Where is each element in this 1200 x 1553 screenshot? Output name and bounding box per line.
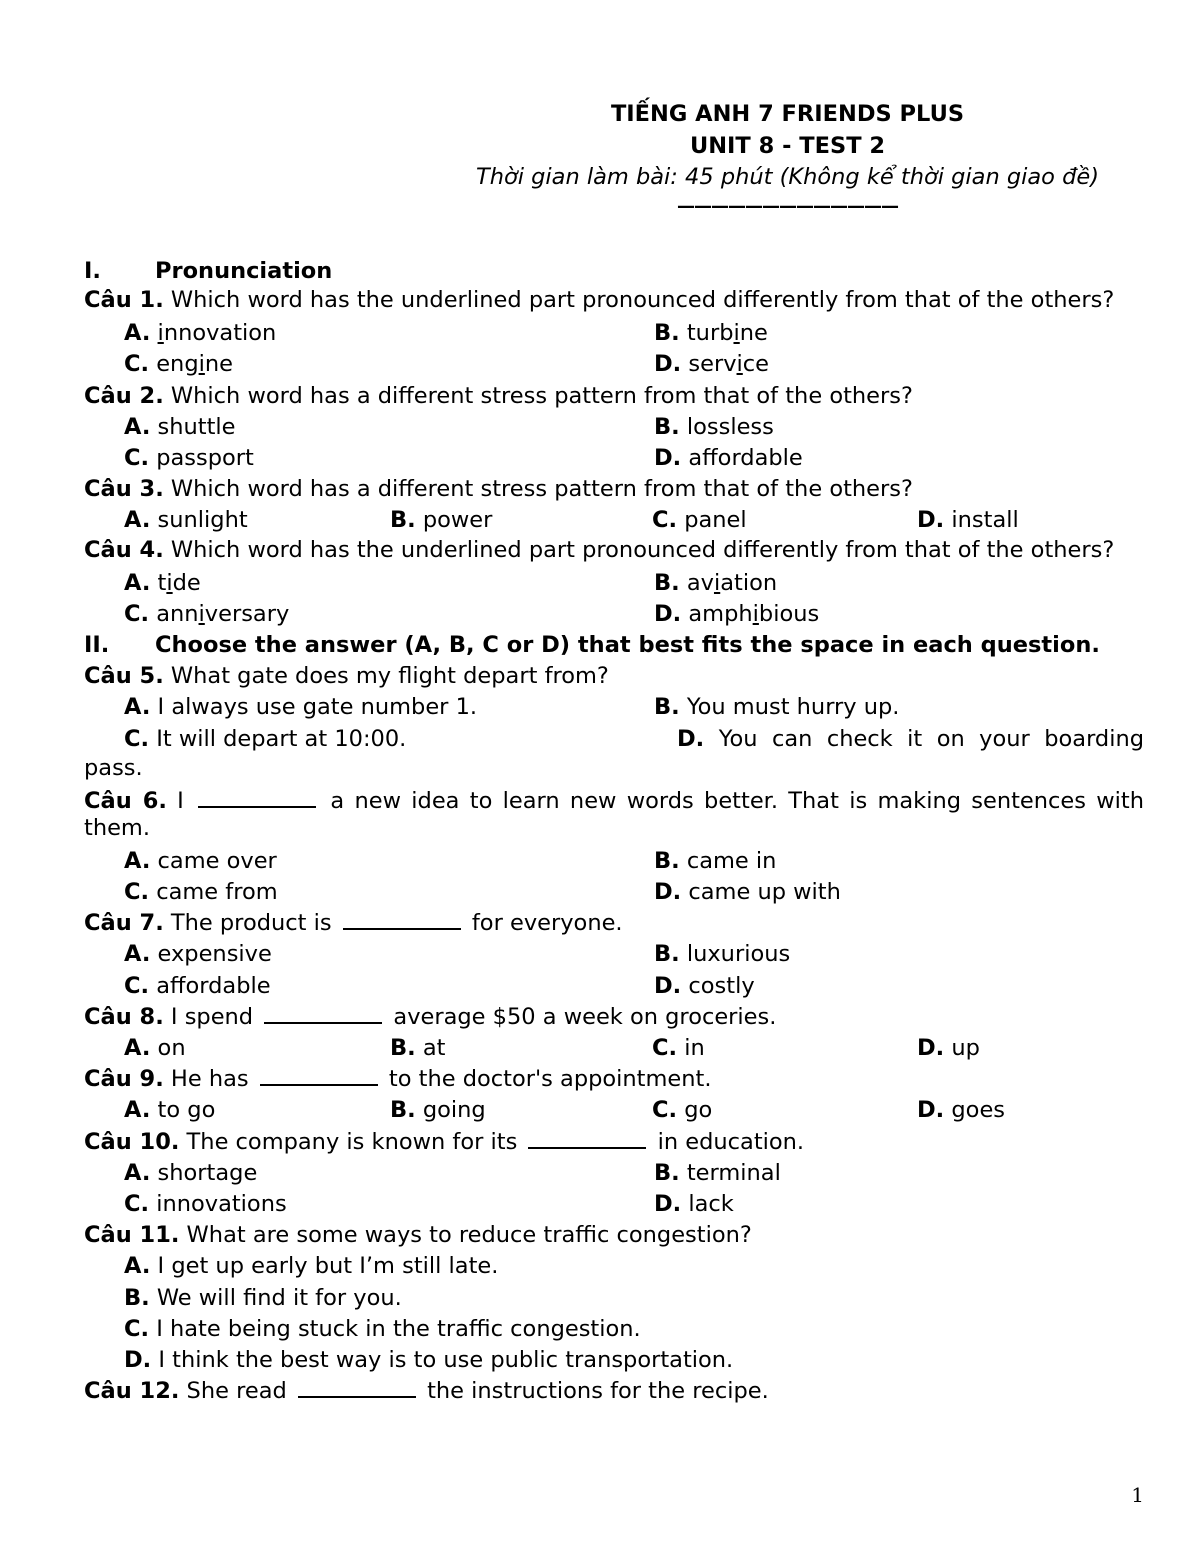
option-text: on	[157, 1035, 186, 1062]
option-letter: D.	[124, 1347, 152, 1374]
section-heading-1	[84, 256, 1144, 287]
underlined-part: i	[198, 600, 205, 627]
option-letter: B.	[390, 507, 416, 534]
option-text: You can check it on your boarding	[718, 725, 1144, 752]
option-text: luxurious	[686, 941, 791, 968]
question-text: Which word has the underlined part pronounced differently from that of the others?	[163, 287, 1115, 314]
option-text: affordable	[156, 972, 271, 999]
question-text-post: to the doctor's appointment.	[388, 1066, 712, 1093]
question-text-pre: The product is	[163, 910, 332, 937]
option-text: go	[684, 1097, 713, 1124]
underlined-part: i	[157, 320, 164, 347]
question-12	[84, 1376, 1144, 1407]
option-b[interactable]	[390, 1095, 652, 1126]
underlined-part: i	[713, 569, 721, 596]
section-number: I.	[84, 258, 101, 284]
option-c[interactable]	[124, 1189, 654, 1220]
option-b[interactable]	[654, 1158, 1144, 1189]
option-letter: D.	[654, 600, 682, 627]
option-text-post: ation	[720, 569, 778, 596]
option-c[interactable]	[124, 971, 654, 1002]
option-b[interactable]	[654, 692, 1144, 723]
option-d[interactable]	[654, 443, 1144, 474]
option-text: costly	[688, 972, 755, 999]
header-divider: —————————————	[677, 196, 898, 217]
option-d[interactable]	[917, 505, 1137, 536]
question-label: Câu 8.	[84, 1003, 164, 1030]
option-text-post: bious	[758, 600, 820, 627]
section-heading-2	[84, 630, 1144, 661]
question-label: Câu 2.	[84, 382, 164, 409]
option-b[interactable]	[654, 846, 1144, 877]
question-5-options-cd	[84, 724, 1144, 755]
question-text: What gate does my flight depart from?	[163, 663, 609, 690]
option-b[interactable]	[654, 412, 1144, 443]
question-1-options	[84, 318, 1144, 380]
answer-blank[interactable]	[260, 1064, 378, 1086]
option-text-pre: ann	[156, 600, 199, 627]
option-text: expensive	[157, 941, 272, 968]
answer-blank[interactable]	[298, 1376, 416, 1398]
option-letter: D.	[917, 507, 945, 534]
option-b[interactable]	[654, 939, 1144, 970]
option-letter: A.	[124, 1035, 151, 1062]
option-text: lossless	[686, 413, 774, 440]
option-a[interactable]	[124, 1033, 390, 1064]
question-6	[84, 786, 1144, 842]
question-label: Câu 6.	[84, 787, 167, 814]
option-letter: C.	[124, 1191, 150, 1218]
question-2	[84, 381, 1144, 412]
option-text: sunlight	[157, 507, 248, 534]
option-letter: D.	[654, 1191, 682, 1218]
option-letter: B.	[124, 1284, 150, 1311]
option-text: I get up early but I’m still late.	[157, 1253, 499, 1280]
section-title: Choose the answer (A, B, C or D) that best fits the space in each question.	[155, 632, 1100, 659]
option-text: affordable	[688, 445, 803, 472]
question-7	[84, 908, 1144, 939]
question-text: What are some ways to reduce traffic congestion?	[179, 1222, 752, 1249]
question-text-post: a new idea to learn new words better. That is making sentences with them.	[84, 787, 1144, 841]
option-text: I hate being stuck in the traffic congestion.	[156, 1315, 641, 1342]
question-10	[84, 1127, 1144, 1158]
option-b[interactable]	[390, 505, 652, 536]
option-letter: C.	[124, 972, 150, 999]
option-letter: A.	[124, 413, 151, 440]
underlined-part: i	[736, 351, 743, 378]
option-letter: C.	[124, 725, 150, 752]
option-text: to go	[157, 1097, 216, 1124]
option-text: It will depart at 10:00.	[156, 725, 407, 752]
question-label: Câu 5.	[84, 663, 164, 690]
test-content	[84, 256, 1144, 1408]
option-d[interactable]	[677, 724, 1144, 755]
option-text-pre: amph	[688, 600, 753, 627]
question-text: Which word has a different stress pattern from that of the others?	[163, 476, 913, 503]
option-letter: A.	[124, 507, 151, 534]
question-5-options-ab	[84, 692, 1144, 723]
answer-blank[interactable]	[528, 1127, 646, 1149]
option-d[interactable]	[917, 1033, 1137, 1064]
question-9	[84, 1064, 1144, 1095]
option-letter: C.	[124, 351, 150, 378]
question-label: Câu 4.	[84, 536, 164, 563]
option-a[interactable]	[124, 692, 654, 723]
option-c[interactable]	[124, 1314, 1144, 1345]
option-d[interactable]	[654, 877, 1144, 908]
option-letter: B.	[654, 694, 680, 721]
option-a[interactable]	[124, 412, 654, 443]
question-10-options	[84, 1158, 1144, 1220]
question-8-options	[84, 1033, 1144, 1064]
question-text-post: for everyone.	[471, 910, 623, 937]
option-letter: C.	[652, 1035, 678, 1062]
option-letter: C.	[124, 600, 150, 627]
option-text: passport	[156, 445, 254, 472]
option-letter: C.	[124, 1315, 150, 1342]
option-text: going	[422, 1097, 486, 1124]
test-title: TIẾNG ANH 7 FRIENDS PLUS	[610, 101, 965, 127]
option-b[interactable]	[654, 318, 1144, 349]
option-letter: B.	[390, 1035, 416, 1062]
option-a[interactable]	[124, 846, 654, 877]
option-letter: A.	[124, 694, 151, 721]
option-letter: B.	[654, 847, 680, 874]
question-text-pre: I spend	[163, 1003, 254, 1030]
underlined-part: i	[198, 351, 205, 378]
option-c[interactable]	[652, 505, 917, 536]
option-text-post: ne	[739, 320, 768, 347]
question-label: Câu 11.	[84, 1222, 180, 1249]
option-d[interactable]	[654, 599, 1144, 630]
option-a[interactable]	[124, 1251, 1144, 1282]
option-text-pre: t	[157, 569, 167, 596]
question-4-options	[84, 568, 1144, 630]
question-6-options	[84, 846, 1144, 908]
option-letter: D.	[654, 879, 682, 906]
option-text: I always use gate number 1.	[157, 694, 478, 721]
option-letter: C.	[124, 445, 150, 472]
option-text: terminal	[686, 1159, 781, 1186]
underlined-part: i	[752, 600, 759, 627]
option-c[interactable]	[652, 1033, 917, 1064]
option-letter: A.	[124, 569, 151, 596]
option-letter: D.	[654, 972, 682, 999]
option-text: You must hurry up.	[686, 694, 900, 721]
question-3-options	[84, 505, 1144, 536]
option-text-pre: serv	[688, 351, 737, 378]
question-text-pre: I	[166, 787, 184, 814]
option-letter: A.	[124, 1097, 151, 1124]
option-c[interactable]	[652, 1095, 917, 1126]
option-text-post: nnovation	[163, 320, 277, 347]
option-d[interactable]	[654, 971, 1144, 1002]
option-letter: D.	[917, 1097, 945, 1124]
option-text-post: de	[172, 569, 201, 596]
option-letter: A.	[124, 1253, 151, 1280]
option-b[interactable]	[654, 568, 1144, 599]
underlined-part: i	[733, 320, 740, 347]
question-text-post: in education.	[657, 1128, 805, 1155]
answer-blank[interactable]	[198, 786, 316, 808]
option-text-post: ce	[742, 351, 770, 378]
option-letter: D.	[677, 725, 705, 752]
option-text: shuttle	[157, 413, 236, 440]
option-letter: B.	[654, 941, 680, 968]
option-text: I think the best way is to use public transportation.	[158, 1347, 734, 1374]
question-5	[84, 661, 1144, 692]
option-text-pre: eng	[156, 351, 199, 378]
answer-blank[interactable]	[264, 1002, 382, 1024]
option-text: came over	[157, 847, 277, 874]
section-number: II.	[84, 632, 110, 659]
question-9-options	[84, 1095, 1144, 1126]
test-time: Thời gian làm bài: 45 phút (Không kể thời gian giao đề)	[475, 164, 1100, 190]
option-letter: A.	[124, 847, 151, 874]
test-unit: UNIT 8 - TEST 2	[689, 133, 886, 159]
section-title: Pronunciation	[155, 258, 333, 284]
question-7-options	[84, 939, 1144, 1001]
option-d[interactable]	[654, 349, 1144, 380]
option-text: install	[951, 507, 1019, 534]
option-letter: B.	[654, 413, 680, 440]
question-text: Which word has a different stress pattern from that of the others?	[163, 382, 913, 409]
option-d[interactable]	[917, 1095, 1137, 1126]
option-text: in	[684, 1035, 705, 1062]
option-text: shortage	[157, 1159, 258, 1186]
question-text: Which word has the underlined part pronounced differently from that of the others?	[163, 536, 1115, 563]
question-text-post: average $50 a week on groceries.	[393, 1003, 777, 1030]
option-letter: A.	[124, 941, 151, 968]
question-label: Câu 1.	[84, 287, 164, 314]
answer-blank[interactable]	[343, 908, 461, 930]
option-letter: D.	[654, 351, 682, 378]
question-text-pre: He has	[163, 1066, 249, 1093]
underlined-part: i	[166, 569, 173, 596]
question-text-post: the instructions for the recipe.	[427, 1378, 769, 1405]
option-text: came up with	[688, 879, 841, 906]
option-letter: A.	[124, 320, 151, 347]
question-8	[84, 1002, 1144, 1033]
question-label: Câu 9.	[84, 1066, 164, 1093]
question-label: Câu 3.	[84, 476, 164, 503]
question-text-pre: The company is known for its	[179, 1128, 518, 1155]
question-label: Câu 12.	[84, 1378, 180, 1405]
option-text-pre: av	[686, 569, 714, 596]
option-d-continuation: pass.	[84, 754, 143, 781]
option-c[interactable]	[124, 443, 654, 474]
question-label: Câu 7.	[84, 910, 164, 937]
option-text: innovations	[156, 1191, 287, 1218]
question-2-options	[84, 412, 1144, 474]
option-text: up	[951, 1035, 980, 1062]
question-text-pre: She read	[179, 1378, 287, 1405]
option-text: came in	[686, 847, 777, 874]
option-b[interactable]	[124, 1283, 1144, 1314]
option-a[interactable]	[124, 1095, 390, 1126]
option-letter: B.	[654, 320, 680, 347]
option-b[interactable]	[390, 1033, 652, 1064]
option-a[interactable]	[124, 318, 654, 349]
option-d[interactable]	[654, 1189, 1144, 1220]
option-c[interactable]	[124, 724, 677, 755]
option-c[interactable]	[124, 349, 654, 380]
option-c[interactable]	[124, 877, 654, 908]
option-a[interactable]	[124, 1158, 654, 1189]
option-a[interactable]	[124, 568, 654, 599]
option-letter: C.	[652, 1097, 678, 1124]
question-11	[84, 1220, 1144, 1251]
option-letter: C.	[124, 879, 150, 906]
option-letter: D.	[654, 445, 682, 472]
option-text: at	[422, 1035, 446, 1062]
option-text: goes	[951, 1097, 1006, 1124]
option-text: panel	[684, 507, 747, 534]
option-letter: C.	[652, 507, 678, 534]
option-text-post: ne	[204, 351, 233, 378]
option-text: came from	[156, 879, 278, 906]
option-letter: B.	[390, 1097, 416, 1124]
option-letter: A.	[124, 1159, 151, 1186]
option-letter: D.	[917, 1035, 945, 1062]
question-1	[84, 287, 1144, 314]
option-text-pre: turb	[686, 320, 734, 347]
option-d[interactable]	[124, 1345, 1144, 1376]
option-text: power	[422, 507, 493, 534]
option-text: We will find it for you.	[156, 1284, 402, 1311]
question-label: Câu 10.	[84, 1128, 180, 1155]
option-letter: B.	[654, 1159, 680, 1186]
option-c[interactable]	[124, 599, 654, 630]
option-a[interactable]	[124, 505, 390, 536]
option-letter: B.	[654, 569, 680, 596]
question-11-options	[84, 1251, 1144, 1376]
option-a[interactable]	[124, 939, 654, 970]
question-3	[84, 474, 1144, 505]
option-text: lack	[688, 1191, 734, 1218]
page-number: 1	[1131, 1483, 1144, 1507]
option-text-post: versary	[204, 600, 290, 627]
question-4	[84, 537, 1144, 564]
